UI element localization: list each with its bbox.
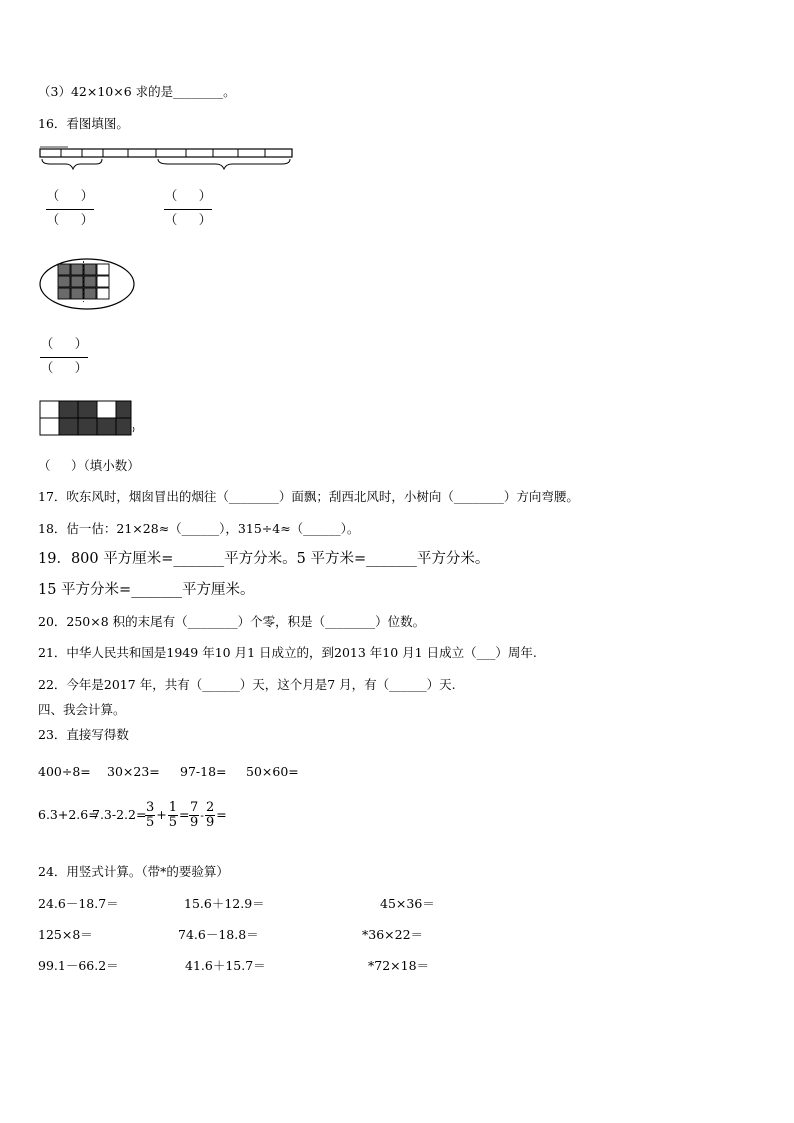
calc-97-minus-18: 97-18=: [180, 764, 227, 779]
vertical-calc-2: 15.6＋12.9＝: [184, 896, 265, 911]
fraction-numerator: （ ）: [46, 189, 94, 204]
fraction-denominator: （ ）: [46, 213, 94, 228]
segment-strip-figure: [38, 143, 298, 175]
fraction-1-5: $\frac{1}{5}$: [168, 800, 178, 830]
brace-left: [42, 159, 102, 169]
vertical-calc-7: 99.1－66.2＝: [38, 958, 119, 973]
q18: 18．估一估：21×28≈（______），315÷4≈（______）。: [38, 521, 360, 536]
fraction-blank-1[interactable]: [42, 188, 98, 232]
strip-dividers: [61, 149, 265, 157]
brace-right: [158, 159, 290, 169]
ellipse-grid-figure: [38, 256, 138, 312]
calc-30-times-23: 30×23=: [107, 764, 160, 779]
shaded-grid-figure: [38, 399, 138, 439]
fraction-bar: [46, 209, 94, 210]
fraction-blank-2[interactable]: [160, 188, 216, 232]
calc-400-div-8: 400÷8=: [38, 764, 91, 779]
calc-7.3-minus-2.2: 7.3-2.2=: [92, 807, 147, 822]
section-4-heading: 四、我会计算。: [38, 702, 126, 717]
q19-line2: 15 平方分米=_______平方厘米。: [38, 582, 255, 598]
fraction-denominator: （ ）: [40, 361, 88, 376]
fraction-bar: [164, 209, 212, 210]
q19-line1: 19．800 平方厘米=_______平方分米。5 平方米=_______平方分米。: [38, 551, 490, 567]
shaded-cells: [40, 401, 131, 435]
fraction-blank-3[interactable]: [36, 336, 92, 380]
q16-decimal-blank[interactable]: （ ）（填小数）: [38, 458, 140, 473]
q24-title: 24．用竖式计算。（带*的要验算）: [38, 864, 229, 879]
vertical-calc-4: 125×8＝: [38, 927, 93, 942]
fraction-bar: [40, 357, 88, 358]
q22: 22．今年是2017 年，共有（______）天，这个月是7 月，有（______）天.: [38, 677, 456, 692]
calc-50-times-60: 50×60=: [246, 764, 299, 779]
fraction-numerator: （ ）: [40, 337, 88, 352]
calc-fraction-add: $\frac{3}{5}$ + $\frac{1}{5}$ =: [146, 800, 190, 830]
vertical-calc-8: 41.6＋15.7＝: [185, 958, 266, 973]
vertical-calc-9: *72×18＝: [368, 958, 430, 973]
q23-title: 23．直接写得数: [38, 727, 129, 742]
q20: 20．250×8 积的末尾有（________）个零，积是（________）位数。: [38, 614, 426, 629]
q16-title: 16．看图填图。: [38, 116, 129, 131]
vertical-calc-1: 24.6－18.7＝: [38, 896, 119, 911]
fraction-denominator: （ ）: [164, 213, 212, 228]
q15-part3: （3）42×10×6 求的是________。: [38, 84, 236, 99]
vertical-calc-6: *36×22＝: [362, 927, 424, 942]
vertical-calc-3: 45×36＝: [380, 896, 435, 911]
fraction-numerator: （ ）: [164, 189, 212, 204]
grid-edge-mark: [133, 427, 134, 432]
fraction-3-5: $\frac{3}{5}$: [146, 800, 155, 830]
calc-6.3-plus-2.6: 6.3+2.6=: [38, 807, 99, 822]
strip-outline: [40, 149, 292, 157]
q21: 21．中华人民共和国是1949 年10 月1 日成立的，到2013 年10 月1 日成立（___）周年.: [38, 645, 537, 660]
q17: 17．吹东风时，烟囱冒出的烟往（________）面飘；刮西北风时，小树向（________）方向弯腰。: [38, 489, 579, 504]
fraction-7-9: $\frac{7}{9}$: [190, 800, 199, 830]
fraction-2-9: $\frac{2}{9}$: [206, 800, 215, 830]
vertical-calc-5: 74.6－18.8＝: [178, 927, 259, 942]
calc-fraction-subtract: $\frac{7}{9}$ - $\frac{2}{9}$ =: [190, 800, 227, 830]
